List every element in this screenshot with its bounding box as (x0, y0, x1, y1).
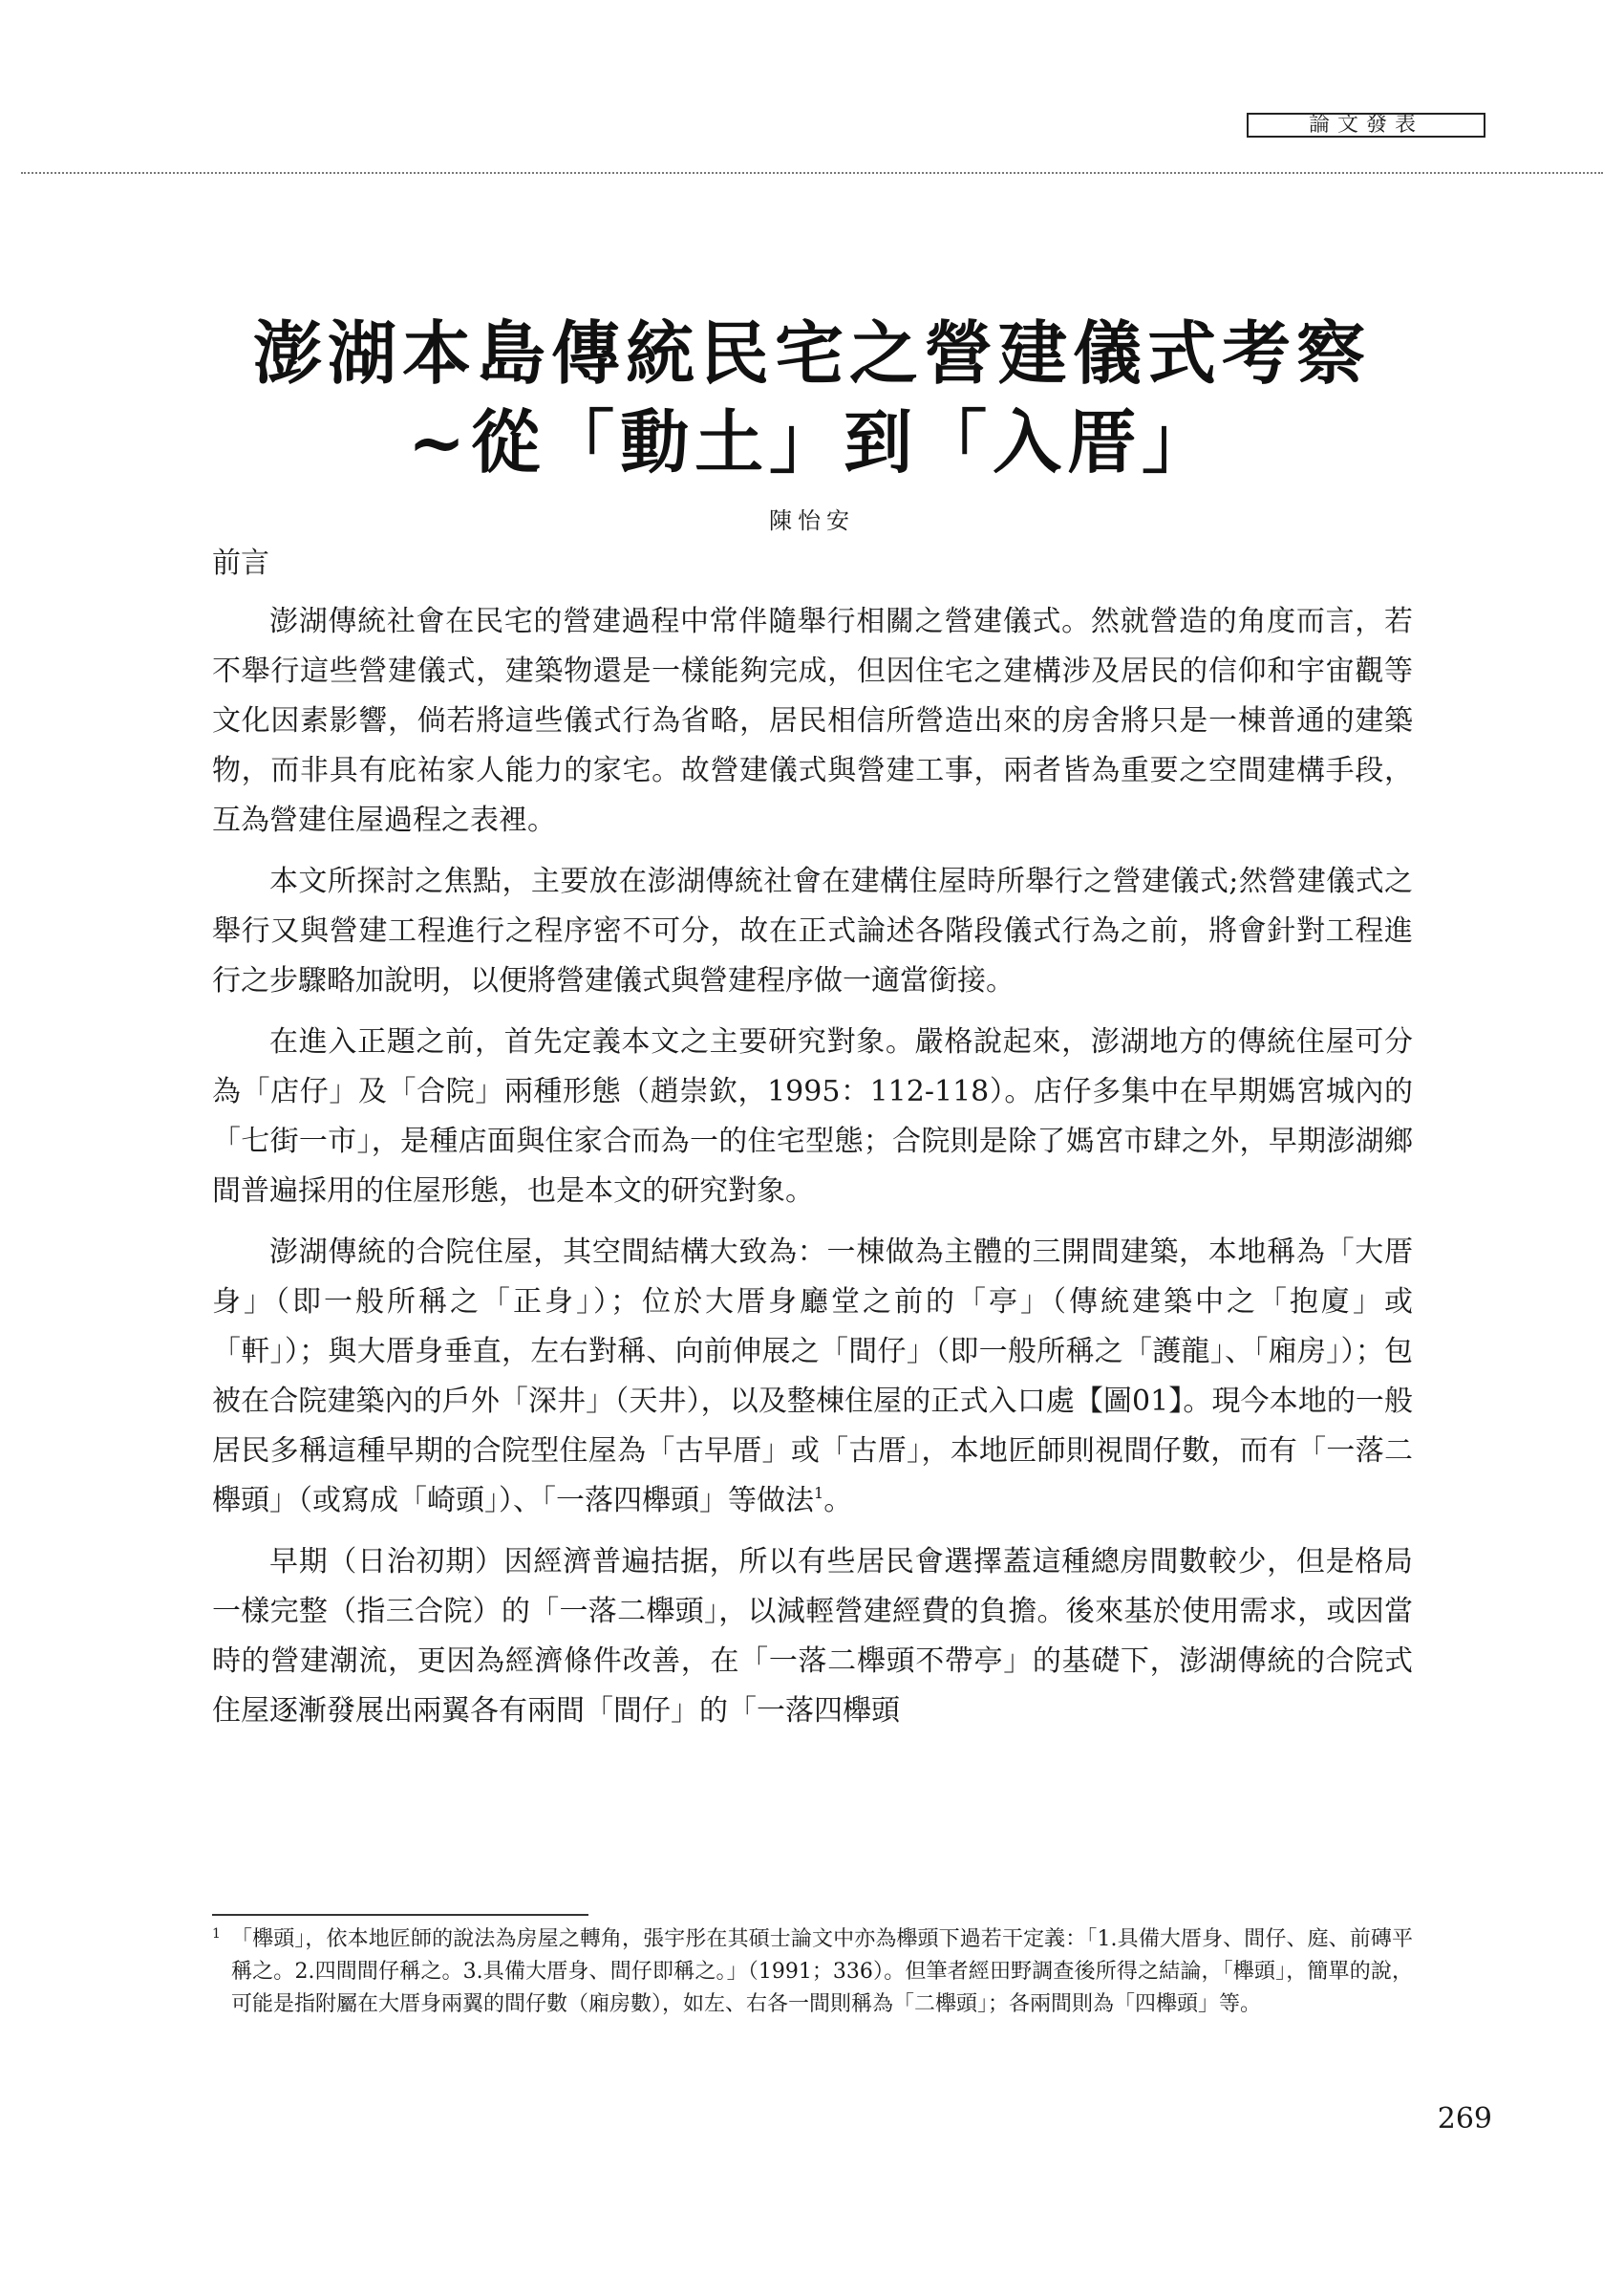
article-title: 澎湖本島傳統民宅之營建儀式考察 (252, 312, 1371, 394)
paragraph: 本文所探討之焦點，主要放在澎湖傳統社會在建構住屋時所舉行之營建儀式;然營建儀式之舉行又與營建工程進行之程序密不可分，故在正式論述各階段儀式行為之前，將會針對工程進行之步驟略加說明，以便將營建儀式與營建程序做一適當銜接。 (212, 865, 1413, 998)
paragraph: 在進入正題之前，首先定義本文之主要研究對象。嚴格說起來，澎湖地方的傳統住屋可分為「店仔」及「合院」兩種形態（趙崇欽，1995：112-118）。店仔多集中在早期媽宮城內的「七街一市」，是種店面與住家合而為一的住宅型態；合院則是除了媽宮市肆之外，早期澎湖鄉間普遍採用的住屋形態，也是本文的研究對象。 (212, 1025, 1413, 1208)
section-label: 論文發表 (1247, 113, 1485, 138)
header-divider (21, 172, 1603, 174)
paragraph (212, 1228, 1413, 1526)
article-body (212, 597, 1413, 1748)
paragraph: 早期（日治初期）因經濟普遍拮据，所以有些居民會選擇蓋這種總房間數較少，但是格局一樣完整（指三合院）的「一落二櫸頭」，以減輕營建經費的負擔。後來基於使用需求，或因當時的營建潮流，更因為經濟條件改善，在「一落二櫸頭不帶亭」的基礎下，澎湖傳統的合院式住屋逐漸發展出兩翼各有兩間「間仔」的「一落四櫸頭 (212, 1545, 1413, 1728)
author-name: 陳怡安 (769, 507, 855, 534)
page-number: 269 (1437, 2102, 1492, 2136)
paragraph: 澎湖傳統社會在民宅的營建過程中常伴隨舉行相關之營建儀式。然就營造的角度而言，若不舉行這些營建儀式，建築物還是一樣能夠完成，但因住宅之建構涉及居民的信仰和宇宙觀等文化因素影響，倘若將這些儀式行為省略，居民相信所營造出來的房舍將只是一棟普通的建築物，而非具有庇祐家人能力的家宅。故營建儀式與營建工事，兩者皆為重要之空間建構手段，互為營建住屋過程之表裡。 (212, 605, 1413, 837)
footnote (212, 1923, 1413, 2021)
paragraph-tail: 。 (823, 1484, 853, 1517)
footnote-marker: 1 (212, 1926, 221, 1942)
footnote-text: 「櫸頭」，依本地匠師的說法為房屋之轉角，張宇彤在其碩士論文中亦為櫸頭下過若干定義：「1.具備大厝身、間仔、庭、前磚平稱之。2.四間間仔稱之。3.具備大厝身、間仔即稱之。」（1991；336）。但筆者經田野調查後所得之結論，「櫸頭」，簡單的說，可能是指附屬在大厝身兩翼的間仔數（廂房數），如左、右各一間則稱為「二櫸頭」；各兩間則為「四櫸頭」等。 (231, 1927, 1413, 2016)
article-subtitle: ~從「動土」到「入厝」 (407, 401, 1217, 483)
section-heading: 前言 (212, 547, 269, 580)
footnote-divider (212, 1914, 588, 1916)
paragraph-text: 澎湖傳統的合院住屋，其空間結構大致為：一棟做為主體的三開間建築，本地稱為「大厝身」（即一般所稱之「正身」）；位於大厝身廳堂之前的「亭」（傳統建築中之「抱廈」或「軒」）；與大厝身垂直，左右對稱、向前伸展之「間仔」（即一般所稱之「護龍」、「廂房」）；包被在合院建築內的戶外「深井」（天井），以及整棟住屋的正式入口處【圖01】。現今本地的一般居民多稱這種早期的合院型住屋為「古早厝」或「古厝」，本地匠師則視間仔數，而有「一落二櫸頭」（或寫成「崎頭」）、「一落四櫸頭」等做法 (212, 1235, 1413, 1517)
footnote-reference[interactable]: 1 (814, 1484, 824, 1502)
